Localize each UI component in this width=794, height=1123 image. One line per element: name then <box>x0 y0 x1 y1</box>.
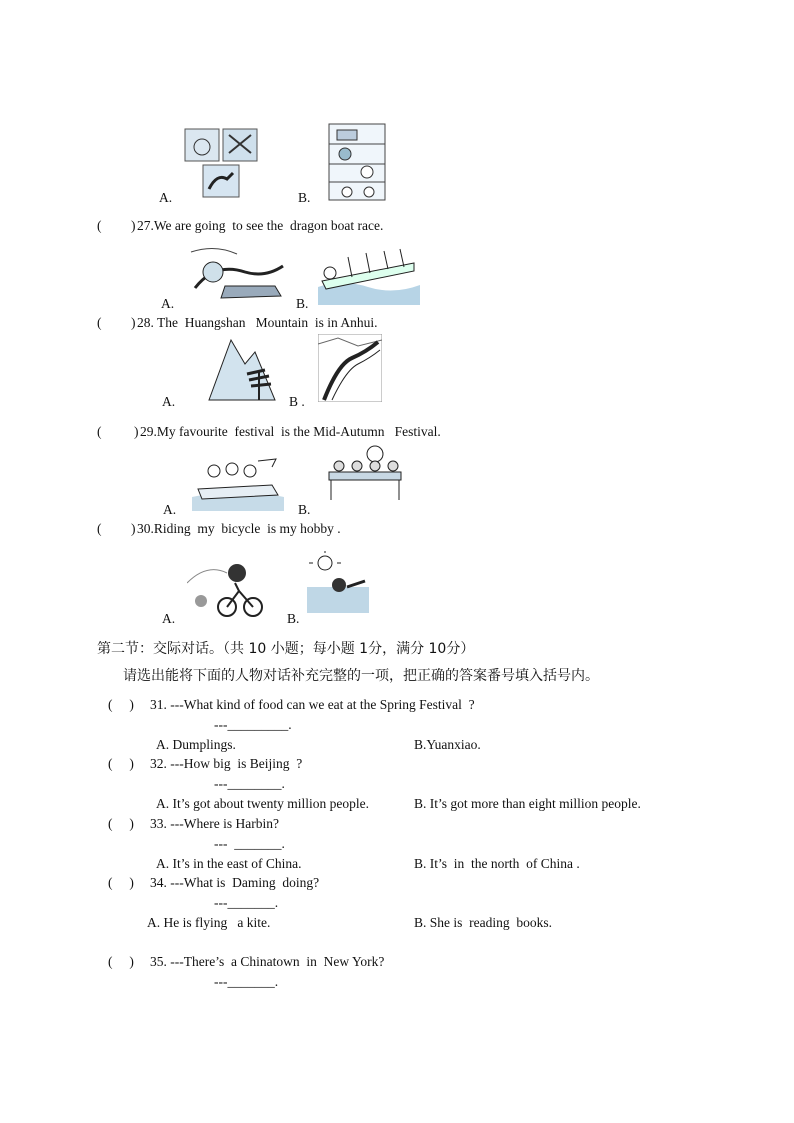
answer-paren-open: ( <box>97 424 102 439</box>
answer-paren-close: ) <box>134 424 139 439</box>
answer-paren-close: ) <box>131 218 136 233</box>
option-b-text: B. She is reading books. <box>414 915 552 930</box>
question-35-text: 35. ---There’s a Chinatown in New York? <box>150 954 385 969</box>
answer-paren: ( ) <box>108 756 134 771</box>
question-32-text: 32. ---How big is Beijing ? <box>150 756 303 771</box>
option-a-label: A. <box>163 502 177 517</box>
boy-swimming-picture <box>307 551 369 613</box>
answer-line: ---_______. <box>214 974 279 989</box>
huangshan-mountain-picture <box>205 334 277 402</box>
answer-paren-close: ) <box>131 521 136 536</box>
answer-line: ---_________. <box>214 717 292 732</box>
answer-paren: ( ) <box>108 697 134 712</box>
family-mooncake-picture <box>323 444 407 504</box>
answer-paren: ( ) <box>108 954 134 969</box>
question-34-text: 34. ---What is Daming doing? <box>150 875 320 890</box>
answer-paren-open: ( <box>97 218 102 233</box>
option-a-label: A. <box>159 190 173 205</box>
section-2-heading: 第二节：交际对话。（共 10 小题；每小题 1分，满分 10分） <box>97 641 475 657</box>
option-b-label: B. <box>298 502 311 517</box>
toy-shelf-picture <box>327 122 391 202</box>
option-b-text: B. It’s in the north of China . <box>414 856 580 871</box>
question-31-text: 31. ---What kind of food can we eat at the Spring Festival ? <box>150 697 475 712</box>
answer-line: ---_______. <box>214 895 279 910</box>
option-a-text: A. He is flying a kite. <box>147 915 271 930</box>
stamps-picture <box>183 127 259 199</box>
question-28-text: 28. The Huangshan Mountain is in Anhui. <box>137 315 378 330</box>
dragon-boat-picture <box>318 243 420 305</box>
question-27-text: 27.We are going to see the dragon boat race. <box>137 218 384 233</box>
option-a-text: A. It’s got about twenty million people. <box>156 796 369 811</box>
option-a-label: A. <box>162 394 176 409</box>
option-a-label: A. <box>162 611 176 626</box>
option-a-text: A. Dumplings. <box>156 737 236 752</box>
question-30-text: 30.Riding my bicycle is my hobby . <box>137 521 341 536</box>
option-b-label: B . <box>289 394 305 409</box>
answer-paren-close: ) <box>131 315 136 330</box>
option-b-label: B. <box>287 611 300 626</box>
option-a-label: A. <box>161 296 175 311</box>
question-33-text: 33. ---Where is Harbin? <box>150 816 279 831</box>
answer-paren-open: ( <box>97 521 102 536</box>
answer-paren: ( ) <box>108 816 134 831</box>
option-b-text: B.Yuanxiao. <box>414 737 481 752</box>
section-2-instruction: 请选出能将下面的人物对话补充完整的一项，把正确的答案番号填入括号内。 <box>123 668 599 684</box>
dragon-boat-children-picture <box>192 447 284 511</box>
option-a-text: A. It’s in the east of China. <box>156 856 302 871</box>
lion-dance-picture <box>185 242 289 308</box>
option-b-label: B. <box>298 190 311 205</box>
answer-paren: ( ) <box>108 875 134 890</box>
question-29-text: 29.My favourite festival is the Mid-Autumn Festival. <box>140 424 441 439</box>
option-b-label: B. <box>296 296 309 311</box>
option-b-text: B. It’s got more than eight million people. <box>414 796 641 811</box>
answer-line: --- _______. <box>214 836 285 851</box>
answer-line: ---________. <box>214 776 285 791</box>
answer-paren-open: ( <box>97 315 102 330</box>
girl-riding-bicycle-picture <box>187 553 263 619</box>
great-wall-picture <box>318 334 382 402</box>
